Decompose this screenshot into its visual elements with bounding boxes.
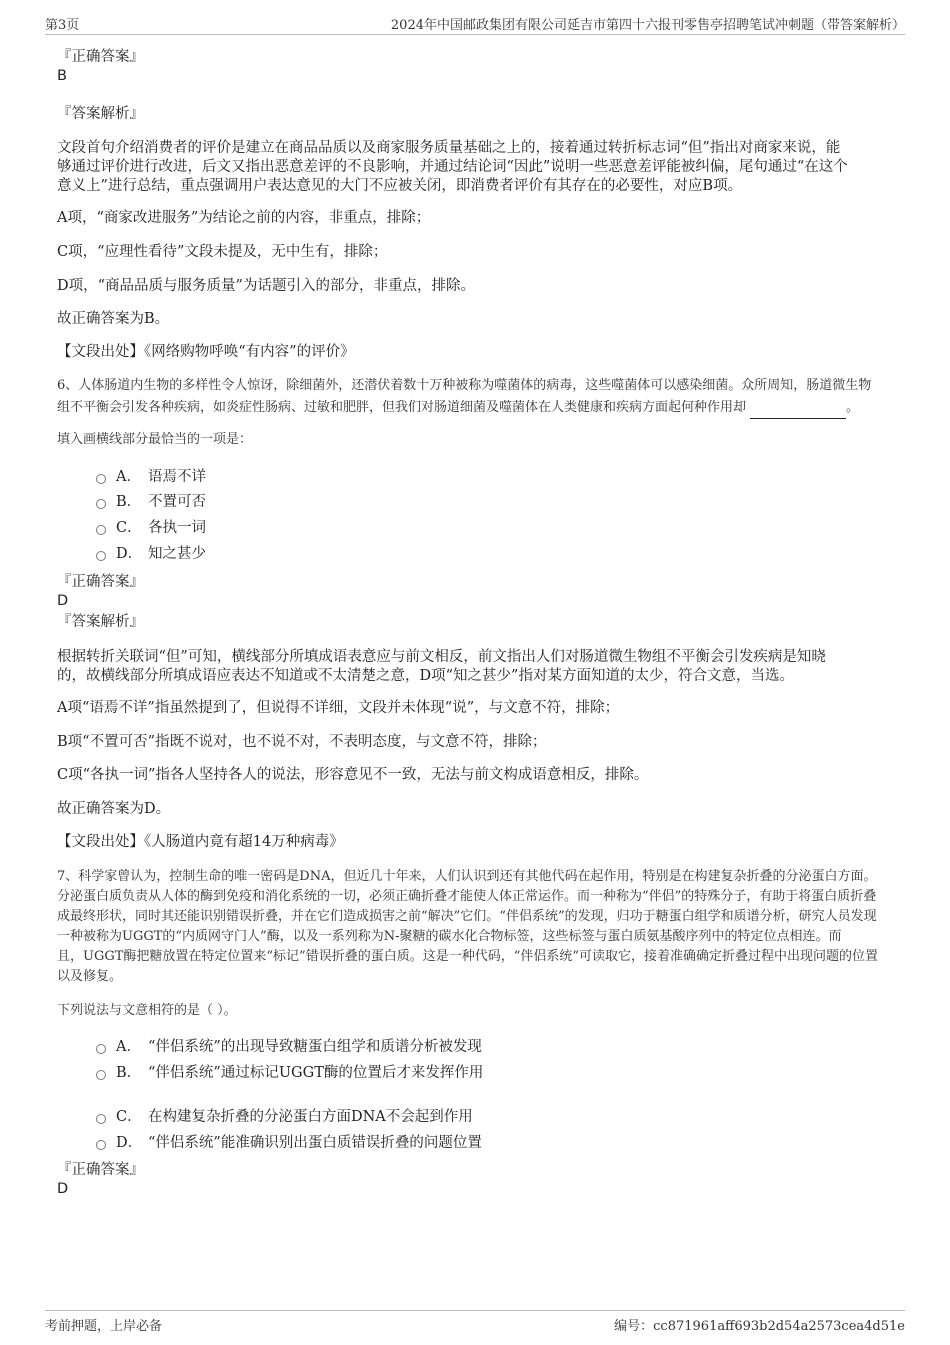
q6-fill-blank bbox=[750, 404, 846, 419]
q6-answer-label: 『正确答案』 bbox=[57, 574, 144, 590]
q7-option-c[interactable]: C． 在构建复杂折叠的分泌蛋白方面DNA不会起到作用 bbox=[96, 1107, 473, 1127]
q7-stem-line-5: 且，UGGT酶把糖放置在特定位置来“标记”错误折叠的蛋白质。这是一种代码，“伴侣系统”可读取它，接着准确确定折叠过程中出现问题的位置 bbox=[57, 949, 878, 964]
radio-icon[interactable] bbox=[96, 551, 106, 561]
q6-stem-line-2: 组不平衡会引发各种疾病，如炎症性肠病、过敏和肥胖，但我们对肠道细菌及噬菌体在人类健康和疾病方面起何种作用却 。 bbox=[57, 397, 897, 419]
radio-icon[interactable] bbox=[96, 1140, 106, 1150]
radio-icon[interactable] bbox=[96, 525, 106, 535]
q7-option-b[interactable]: B． “伴侣系统”通过标记UGGT酶的位置后才来发挥作用 bbox=[96, 1063, 483, 1083]
q6-analysis-label: 『答案解析』 bbox=[57, 614, 144, 630]
q5-option-d-note: D项，“商品品质与服务质量”为话题引入的部分，非重点，排除。 bbox=[57, 278, 475, 294]
q7-option-a[interactable]: A． “伴侣系统”的出现导致糖蛋白组学和质谱分析被发现 bbox=[96, 1037, 482, 1057]
q5-analysis-line-1: 文段首句介绍消费者的评价是建立在商品品质以及商家服务质量基础之上的，接着通过转折标志词“但”指出对商家来说，能 bbox=[57, 140, 841, 156]
q6-option-b-note: B项“不置可否”指既不说对，也不说不对，不表明态度，与文意不符，排除； bbox=[57, 734, 547, 750]
q7-stem-line-2: 分泌蛋白质负责从人体的酶到免疫和消化系统的一切，必须正确折叠才能使人体正常运作。而一种称为“伴侣”的特殊分子，有助于将蛋白质折叠 bbox=[57, 889, 877, 904]
q6-option-a-note: A项“语焉不详”指虽然提到了，但说得不详细，文段并未体现“说”，与文意不符，排除； bbox=[57, 700, 620, 716]
q5-option-a-note: A项，“商家改进服务”为结论之前的内容，非重点，排除； bbox=[57, 210, 431, 226]
page-header bbox=[45, 12, 905, 35]
q6-prompt: 填入画横线部分最恰当的一项是： bbox=[57, 432, 253, 447]
q7-stem-line-1: 7、科学家曾认为，控制生命的唯一密码是DNA，但近几十年来，人们认识到还有其他代码在起作用，特别是在构建复杂折叠的分泌蛋白方面。 bbox=[57, 869, 877, 884]
q7-option-d[interactable]: D． “伴侣系统”能准确识别出蛋白质错误折叠的问题位置 bbox=[96, 1133, 482, 1153]
q7-answer: D bbox=[57, 1181, 69, 1197]
q5-analysis-line-2: 够通过评价进行改进，后文又指出恶意差评的不良影响，并通过结论词“因此”说明一些恶意差评能被纠偏，尾句通过“在这个 bbox=[57, 159, 848, 175]
q6-option-d[interactable]: D． 知之甚少 bbox=[96, 544, 206, 564]
radio-icon[interactable] bbox=[96, 1044, 106, 1054]
q6-stem-line-1: 6、人体肠道内生物的多样性令人惊讶，除细菌外，还潜伏着数十万种被称为噬菌体的病毒，这些噬菌体可以感染细菌。众所周知，肠道微生物 bbox=[57, 378, 872, 393]
footer-motto: 考前押题，上岸必备 bbox=[45, 1319, 163, 1334]
radio-icon[interactable] bbox=[96, 1070, 106, 1080]
page-footer bbox=[45, 1310, 905, 1335]
q6-option-a[interactable]: A． 语焉不详 bbox=[96, 467, 206, 487]
page-number: 第3页 bbox=[45, 18, 80, 33]
document-title: 2024年中国邮政集团有限公司延吉市第四十六报刊零售亭招聘笔试冲刺题（带答案解析） bbox=[390, 18, 905, 33]
radio-icon[interactable] bbox=[96, 474, 106, 484]
q7-stem-line-3: 成最终形状，同时其还能识别错误折叠，并在它们造成损害之前“解决”它们。“伴侣系统”的发现，归功于糖蛋白组学和质谱分析，研究人员发现 bbox=[57, 909, 877, 924]
q6-analysis-line-2: 的，故横线部分所填成语应表达不知道或不太清楚之意，D项“知之甚少”指对某方面知道的太少，符合文意，当选。 bbox=[57, 668, 794, 684]
q6-option-c[interactable]: C． 各执一词 bbox=[96, 518, 206, 538]
q5-answer: B bbox=[57, 68, 67, 84]
q5-analysis-line-3: 意义上”进行总结，重点强调用户表达意见的大门不应被关闭，即消费者评价有其存在的必要性，对应B项。 bbox=[57, 178, 743, 194]
q6-option-c-note: C项“各执一词”指各人坚持各人的说法，形容意见不一致，无法与前文构成语意相反，排除。 bbox=[57, 767, 649, 783]
q5-conclusion: 故正确答案为B。 bbox=[57, 311, 170, 327]
q6-analysis-line-1: 根据转折关联词“但”可知，横线部分所填成语表意应与前文相反，前文指出人们对肠道微生物组不平衡会引发疾病是知晓 bbox=[57, 649, 826, 665]
q6-answer: D bbox=[57, 593, 69, 609]
q5-source: 【文段出处】《网络购物呼唤“有内容”的评价》 bbox=[57, 344, 355, 360]
q5-answer-label: 『正确答案』 bbox=[57, 49, 144, 65]
radio-icon[interactable] bbox=[96, 499, 106, 509]
q5-analysis-label: 『答案解析』 bbox=[57, 106, 144, 122]
q7-prompt: 下列说法与文意相符的是（ ）。 bbox=[57, 1003, 237, 1018]
q6-source: 【文段出处】《人肠道内竟有超14万种病毒》 bbox=[57, 834, 344, 850]
q6-conclusion: 故正确答案为D。 bbox=[57, 801, 171, 817]
document-code: 编号：cc871961aff693b2d54a2573cea4d51e bbox=[614, 1319, 905, 1334]
q7-stem-line-4: 一种被称为UGGT的“内质网守门人”酶，以及一系列称为N-聚糖的碳水化合物标签，这些标签与蛋白质氨基酸序列中的特定位点相连。而 bbox=[57, 929, 842, 944]
radio-icon[interactable] bbox=[96, 1114, 106, 1124]
q5-option-c-note: C项，“应理性看待”文段未提及，无中生有，排除； bbox=[57, 244, 388, 260]
q7-stem-line-6: 以及修复。 bbox=[57, 969, 123, 984]
q6-option-b[interactable]: B． 不置可否 bbox=[96, 492, 206, 512]
q7-answer-label: 『正确答案』 bbox=[57, 1162, 144, 1178]
